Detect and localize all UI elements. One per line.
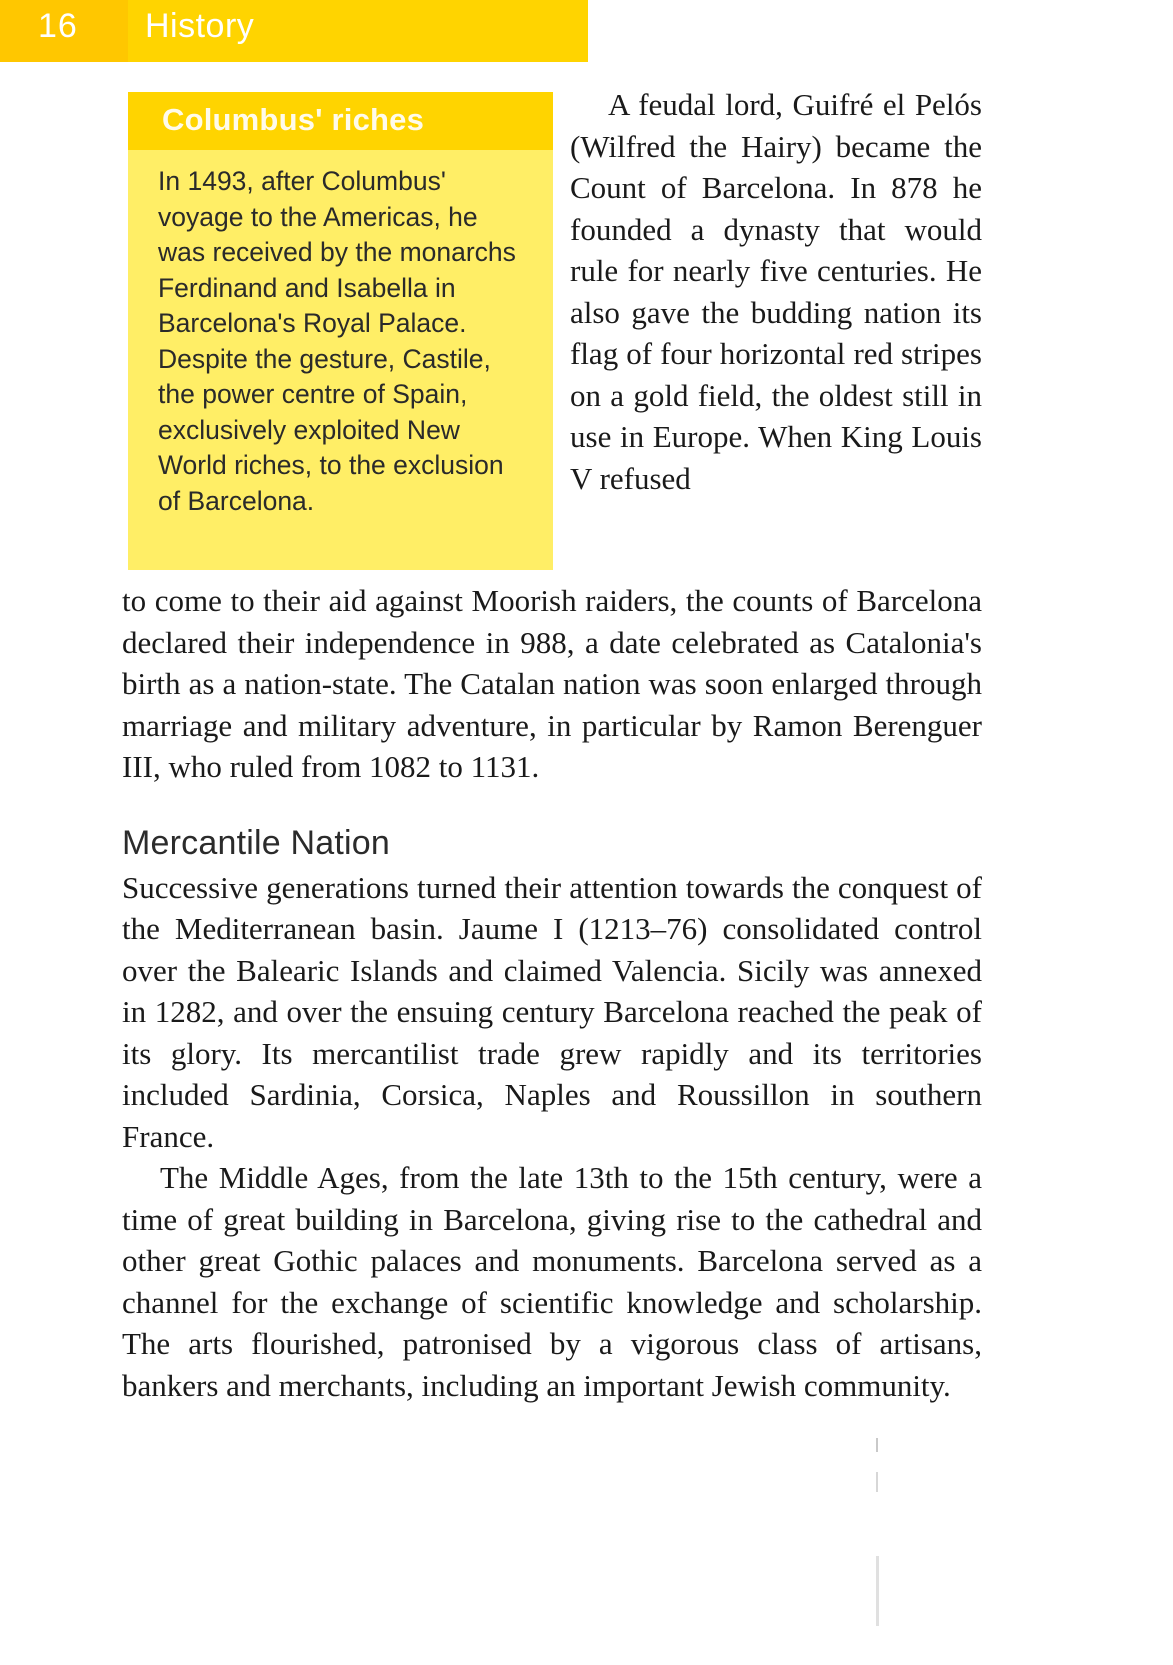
body-paragraph-2: The Middle Ages, from the late 13th to the 15th century, were a time of great building in Barcelona, giving rise to the cathedral and other great Gothic palaces and monuments. Barcelona served as a channel for the exchange of scientific knowledge and scholarship. The arts flourished, patronised by a vigorous class of artisans, bankers and merchants, including an important Jewish community. (122, 1160, 982, 1403)
page-number: 16 (38, 7, 78, 45)
intro-paragraph-continued: to come to their aid against Moorish raiders, the counts of Barcelona declared their independence in 988, a date celebrated as Catalonia's birth as a nation-state. The Catalan nation was soon enlarged through marriage and military adventure, in particular by Ramon Berenguer III, who ruled from 1082 to 1131. (122, 583, 982, 784)
scan-artifact-mark (876, 1556, 879, 1626)
sidebar-fact-box-text: In 1493, after Columbus' voyage to the Americas, he was received by the monarchs Ferdinand and Isabella in Barcelona's Royal Palace. Despite the gesture, Castile, the power centre of Spain, exclusively exploited New World riches, to the exclusion of Barcelona. (158, 166, 516, 516)
section-heading: Mercantile Nation (122, 823, 390, 862)
sidebar-fact-box (128, 92, 553, 570)
sidebar-fact-box-title: Columbus' riches (162, 102, 425, 137)
running-head-title: History (145, 7, 255, 45)
scan-artifact-mark (876, 1438, 878, 1452)
intro-paragraph-wrapped: A feudal lord, Guifré el Pelós (Wilfred the Hairy) became the Count of Barcelona. In 878 he founded a dynasty that would rule for nearly five centuries. He also gave the budding nation its flag of four horizontal red stripes on a gold field, the oldest still in use in Europe. When King Louis V refused (570, 87, 982, 496)
body-text-block (122, 580, 982, 1406)
scan-artifact-mark (876, 1472, 878, 1492)
body-paragraph-1: Successive generations turned their attention towards the conquest of the Mediterranean basin. Jaume I (1213–76) consolidated control over the Balearic Islands and claimed Valencia. Sicily was annexed in 1282, and over the ensuing century Barcelona reached the peak of its glory. Its mercantilist trade grew rapidly and its territories included Sardinia, Corsica, Naples and Roussillon in southern France. (122, 869, 982, 1154)
